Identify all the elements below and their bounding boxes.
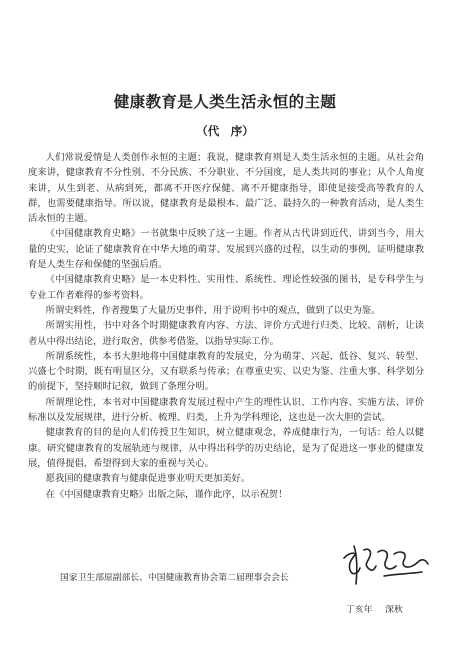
paragraph: 所谓史料性，作者搜集了大量历史事件，用于说明书中的观点，做到了以史为鉴。 <box>45 304 381 316</box>
author-title: 国家卫生部原副部长、中国健康教育协会第二届理事会会长 <box>60 573 289 583</box>
paragraph: 所谓实用性，书中对各个时期健康教育内容、方法、评价方式进行归类、比较、剖析，让读者从中得出结论，进行取舍，供参考借鉴，以指导实际工作。 <box>28 320 424 347</box>
paragraph: 人们常说爱情是人类创作永恒的主题；我说，健康教育则是人类生活永恒的主题。从社会角度来讲，健康教育不分性别、不分民族、不分职业、不分国度，是人类共同的事业；从个人角度来讲，从生到老、从病到死，都离不开医疗保健、离不开健康指导，即使是接受高等教育的人群，也需要健康指导。所以说，健康教育是最根本、最广泛、最持久的一种教育活动，是人类生活永恒的主题。 <box>28 152 424 225</box>
paragraph: 所谓理论性，本书对中国健康教育发展过程中产生的理性认识、工作内容、实施方法、评价标准以及发展规律，进行分析、梳理、归类，上升为学科理论，这也是一次大胆的尝试。 <box>28 396 424 424</box>
date-line: 丁亥年 深秋 <box>346 605 403 615</box>
page-title: 健康教育是人类生活永恒的主题 <box>113 93 337 111</box>
paragraph: 愿我国的健康教育与健康促进事业明天更加美好。 <box>45 473 251 485</box>
body-text <box>28 150 424 502</box>
paragraph: 《中国健康教育史略》一书就集中反映了这一主题。作者从古代讲到近代、讲到当今，用大量的史实，论证了健康教育在中华大地的萌芽、发展到兴盛的过程，以生动的事例，证明健康教育是人类生存和保健的坚强后盾。 <box>28 228 424 271</box>
paragraph: 在《中国健康教育史略》出版之际，谨作此序，以示祝贺！ <box>45 488 288 500</box>
paragraph: 健康教育的目的是向人们传授卫生知识，树立健康观念，养成健康行为，一句话：给人以健康。研究健康教育的发展轨迹与规律，从中得出科学的历史结论，是为了促进这一事业的健康发展，值得提倡，希望得到大家的重视与关心。 <box>28 427 424 469</box>
paragraph: 《中国健康教育史略》是一本史料性、实用性、系统性、理论性较强的图书，是专科学生与专业工作者难得的参考资料。 <box>28 274 424 301</box>
handwritten-signature <box>338 540 433 590</box>
page-subtitle: （代 序） <box>196 124 254 138</box>
paragraph: 所谓系统性，本书大胆地将中国健康教育的发展史，分为萌芽、兴起、低谷、复兴、转型、兴盛七个时期，既有明显区分，又有联系与传承；在尊重史实、以史为鉴、注重大事、科学划分的前提下，坚持顺时记叙，做到了条理分明。 <box>28 350 424 393</box>
